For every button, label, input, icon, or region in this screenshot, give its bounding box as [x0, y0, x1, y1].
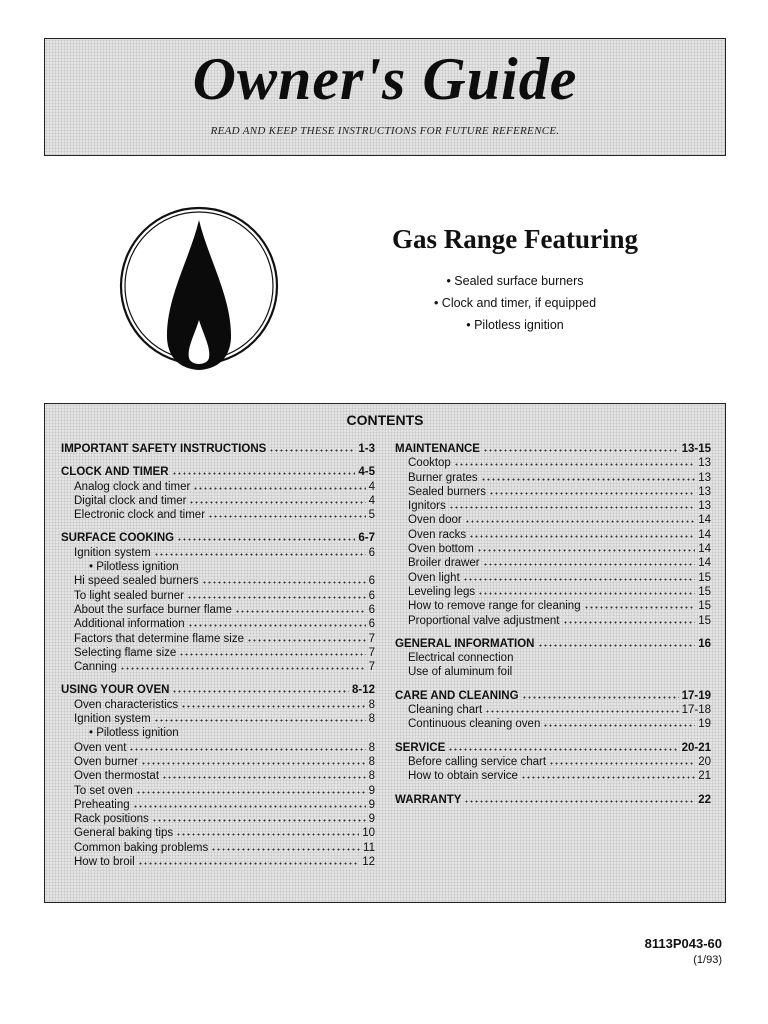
contents-entry [61, 769, 375, 783]
dot-leader [177, 532, 355, 541]
contents-entry [395, 528, 711, 542]
entry-page: 14 [698, 528, 711, 541]
entry-page: 8-12 [351, 684, 375, 697]
contents-entry [61, 603, 375, 617]
dot-leader [189, 495, 365, 504]
contents-heading [395, 442, 711, 456]
entry-page: 13 [698, 457, 711, 470]
entry-label: • Pilotless ignition [89, 561, 179, 574]
dot-leader [483, 557, 696, 566]
contents-heading [395, 741, 711, 755]
contents-section [395, 442, 711, 628]
entry-label: MAINTENANCE [395, 443, 480, 455]
contents-entry [395, 471, 711, 485]
page-title: Owner's Guide [192, 46, 578, 112]
entry-label: General baking tips [74, 827, 174, 840]
dot-leader [176, 827, 359, 836]
entry-label: Oven racks [408, 528, 467, 541]
entry-page: 8 [368, 741, 375, 754]
dot-leader [193, 481, 365, 490]
contents-heading [61, 531, 375, 545]
entry-page: 15 [698, 614, 711, 627]
entry-page: 14 [698, 514, 711, 527]
dot-leader [120, 661, 366, 670]
entry-label: Oven light [408, 571, 460, 584]
entry-page: 4 [368, 480, 375, 493]
contents-title: CONTENTS [346, 412, 424, 428]
entry-page: 13 [698, 471, 711, 484]
contents-entry [395, 703, 711, 717]
entry-label: Cooktop [408, 457, 451, 470]
dot-leader [454, 457, 695, 466]
entry-label: SERVICE [395, 741, 446, 754]
contents-heading [61, 442, 375, 456]
entry-page: 15 [698, 571, 711, 584]
entry-label: Oven vent [74, 741, 127, 754]
entry-page: 20-21 [681, 741, 711, 754]
entry-label: CLOCK AND TIMER [61, 466, 169, 479]
dot-leader [549, 756, 695, 765]
contents-entry [395, 755, 711, 769]
entry-label: CARE AND CLEANING [395, 689, 519, 702]
entry-label: Rack positions [74, 813, 149, 826]
contents-entry [395, 651, 711, 665]
dot-leader [489, 486, 695, 495]
contents-entry [61, 741, 375, 755]
entry-label: USING YOUR OVEN [61, 684, 170, 697]
contents-panel [44, 403, 726, 903]
dot-leader [202, 575, 366, 584]
dot-leader [584, 600, 696, 609]
dot-leader [133, 799, 366, 808]
entry-label: Oven thermostat [74, 770, 160, 783]
dot-leader [448, 742, 678, 751]
dot-leader [477, 543, 695, 552]
contents-entry [61, 712, 375, 726]
entry-page: 12 [362, 856, 375, 869]
contents-entry [61, 798, 375, 812]
dot-leader [247, 633, 366, 642]
entry-page: 6 [368, 589, 375, 602]
contents-entry [61, 855, 375, 869]
entry-page: 16 [698, 637, 711, 650]
entry-label: Leveling legs [408, 585, 476, 598]
contents-heading [395, 637, 711, 651]
entry-label: Electrical connection [408, 652, 514, 665]
contents-heading [61, 683, 375, 697]
dot-leader [138, 856, 359, 865]
flame-icon [118, 188, 280, 384]
entry-label: Ignitors [408, 500, 446, 513]
dot-leader [235, 604, 366, 613]
dot-leader [172, 466, 356, 475]
contents-entry [395, 542, 711, 556]
contents-section [395, 793, 711, 807]
entry-page: 4 [368, 494, 375, 507]
entry-page: 22 [698, 793, 711, 806]
contents-section [395, 689, 711, 732]
contents-right-column [395, 442, 711, 816]
entry-page: 8 [368, 770, 375, 783]
entry-label: SURFACE COOKING [61, 532, 175, 545]
contents-section [395, 741, 711, 784]
contents-entry [395, 556, 711, 570]
dot-leader [538, 638, 696, 647]
dot-leader [522, 690, 679, 699]
entry-label: Oven characteristics [74, 698, 179, 711]
dot-leader [154, 713, 366, 722]
entry-page: 9 [368, 798, 375, 811]
contents-section [61, 442, 375, 456]
contents-entry [61, 698, 375, 712]
contents-entry [395, 456, 711, 470]
entry-label: WARRANTY [395, 793, 462, 806]
contents-entry [395, 769, 711, 783]
page-subtitle: READ AND KEEP THESE INSTRUCTIONS FOR FUTURE REFERENCE. [210, 125, 560, 137]
entry-label: Broiler drawer [408, 557, 480, 570]
dot-leader [188, 618, 366, 627]
entry-label: How to broil [74, 856, 135, 869]
contents-entry [61, 560, 375, 574]
contents-entry [61, 726, 375, 740]
feature-item: • Clock and timer, if equipped [433, 296, 597, 310]
contents-entry [395, 499, 711, 513]
entry-label: To set oven [74, 784, 133, 797]
contents-entry [61, 755, 375, 769]
entry-label: Ignition system [74, 546, 151, 559]
entry-label: Cleaning chart [408, 704, 483, 717]
entry-label: • Pilotless ignition [89, 727, 179, 740]
entry-label: Proportional valve adjustment [408, 614, 560, 627]
contents-entry [395, 717, 711, 731]
contents-section [61, 683, 375, 869]
entry-page: 10 [362, 827, 375, 840]
entry-label: Ignition system [74, 713, 151, 726]
entry-label: Oven burner [74, 755, 138, 768]
contents-entry [61, 546, 375, 560]
dot-leader [485, 704, 678, 713]
entry-page: 20 [698, 755, 711, 768]
entry-page: 15 [698, 600, 711, 613]
dot-leader [154, 547, 366, 556]
dot-leader [269, 443, 355, 452]
contents-entry [61, 589, 375, 603]
entry-label: To light sealed burner [74, 589, 184, 602]
dot-leader [129, 742, 365, 751]
dot-leader [141, 756, 366, 765]
entry-page: 6 [368, 603, 375, 616]
entry-page: 13 [698, 500, 711, 513]
entry-label: Burner grates [408, 471, 478, 484]
entry-page: 4-5 [358, 466, 375, 479]
dot-leader [449, 500, 695, 509]
contents-heading [395, 793, 711, 807]
dot-leader [563, 615, 696, 624]
entry-label: Selecting flame size [74, 646, 177, 659]
contents-entry [61, 480, 375, 494]
entry-label: IMPORTANT SAFETY INSTRUCTIONS [61, 443, 267, 455]
contents-entry [61, 812, 375, 826]
entry-label: About the surface burner flame [74, 603, 232, 616]
entry-label: Digital clock and timer [74, 494, 187, 507]
dot-leader [152, 813, 366, 822]
contents-left-column [61, 442, 375, 878]
dot-leader [483, 443, 679, 452]
entry-label: GENERAL INFORMATION [395, 637, 535, 650]
contents-entry [61, 826, 375, 840]
contents-heading [61, 465, 375, 479]
entry-page: 9 [368, 784, 375, 797]
dot-leader [481, 472, 696, 481]
dot-leader [208, 509, 366, 518]
entry-label: Use of aluminum foil [408, 666, 513, 679]
document-number: 8113P043-60 [644, 936, 722, 951]
header-banner [44, 38, 726, 156]
entry-label: Electronic clock and timer [74, 509, 206, 522]
contents-section [395, 637, 711, 680]
dot-leader [465, 514, 696, 523]
entry-page: 17-18 [681, 704, 711, 717]
dot-leader [521, 770, 695, 779]
contents-entry [395, 585, 711, 599]
dot-leader [136, 785, 366, 794]
entry-page: 19 [698, 718, 711, 731]
entry-label: Canning [74, 661, 117, 674]
entry-page: 11 [363, 841, 375, 854]
entry-label: How to obtain service [408, 770, 518, 783]
entry-page: 21 [698, 770, 711, 783]
dot-leader [162, 770, 366, 779]
entry-label: Common baking problems [74, 841, 209, 854]
contents-entry [395, 665, 711, 679]
entry-label: Sealed burners [408, 485, 486, 498]
entry-page: 7 [368, 632, 375, 645]
feature-heading: Gas Range Featuring [392, 224, 638, 254]
entry-label: Additional information [74, 618, 185, 631]
contents-entry [61, 574, 375, 588]
dot-leader [179, 647, 365, 656]
entry-page: 8 [368, 713, 375, 726]
entry-page: 8 [368, 755, 375, 768]
contents-section [61, 465, 375, 522]
entry-label: Preheating [74, 798, 130, 811]
contents-entry [61, 508, 375, 522]
contents-entry [61, 660, 375, 674]
entry-label: Continuous cleaning oven [408, 718, 541, 731]
entry-page: 17-19 [681, 689, 711, 702]
contents-entry [395, 513, 711, 527]
dot-leader [181, 699, 365, 708]
dot-leader [469, 529, 695, 538]
entry-page: 6 [368, 618, 375, 631]
entry-page: 6 [368, 575, 375, 588]
entry-label: Oven door [408, 514, 462, 527]
contents-section [61, 531, 375, 674]
contents-entry [61, 617, 375, 631]
document-date: (1/93) [693, 954, 722, 966]
entry-page: 1-3 [358, 443, 375, 455]
entry-label: Factors that determine flame size [74, 632, 245, 645]
contents-entry [61, 494, 375, 508]
dot-leader [172, 684, 349, 693]
entry-page: 8 [368, 698, 375, 711]
dot-leader [187, 590, 366, 599]
feature-item: • Sealed surface burners [446, 274, 584, 288]
entry-page: 5 [368, 509, 375, 522]
entry-label: How to remove range for cleaning [408, 600, 581, 613]
entry-page: 7 [368, 661, 375, 674]
contents-entry [61, 784, 375, 798]
contents-entry [61, 632, 375, 646]
contents-entry [395, 599, 711, 613]
dot-leader [543, 718, 695, 727]
entry-page: 14 [698, 557, 711, 570]
entry-label: Oven bottom [408, 543, 474, 556]
entry-page: 14 [698, 543, 711, 556]
entry-page: 7 [368, 646, 375, 659]
dot-leader [211, 842, 360, 851]
feature-list [330, 272, 700, 338]
contents-entry [61, 646, 375, 660]
entry-label: Before calling service chart [408, 755, 547, 768]
dot-leader [463, 572, 695, 581]
contents-entry [395, 614, 711, 628]
entry-label: Analog clock and timer [74, 480, 191, 493]
entry-page: 15 [698, 585, 711, 598]
dot-leader [464, 794, 695, 803]
contents-entry [395, 485, 711, 499]
entry-page: 6 [368, 546, 375, 559]
entry-page: 9 [368, 813, 375, 826]
entry-page: 13 [698, 485, 711, 498]
contents-heading [395, 689, 711, 703]
feature-item: • Pilotless ignition [466, 318, 564, 332]
entry-page: 13-15 [681, 443, 711, 455]
entry-page: 6-7 [358, 532, 375, 545]
dot-leader [478, 586, 695, 595]
contents-entry [61, 841, 375, 855]
entry-label: Hi speed sealed burners [74, 575, 199, 588]
contents-entry [395, 571, 711, 585]
